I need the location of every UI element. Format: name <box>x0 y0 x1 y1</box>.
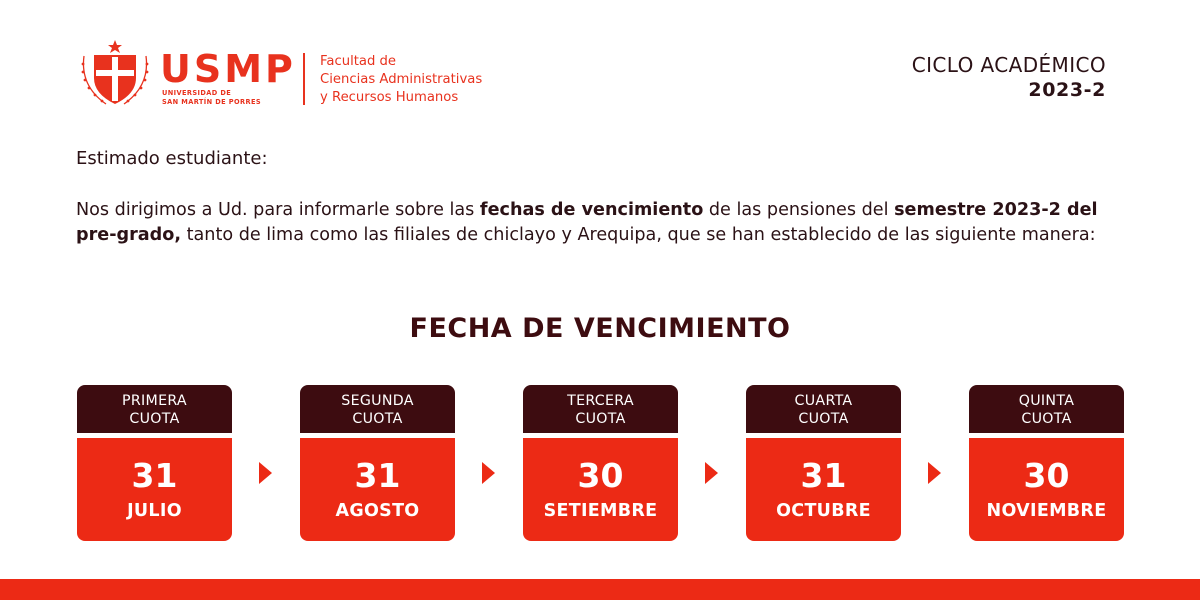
para-bold-2: semestre 2023-2 del pre-grado, <box>76 200 1098 245</box>
intro-paragraph <box>76 198 1136 248</box>
cuota-day: 31 <box>354 456 401 495</box>
cuota-card-3 <box>523 385 678 541</box>
cuota-ordinal: SEGUNDA <box>341 393 414 409</box>
cuota-date <box>77 438 232 541</box>
para-text-3: tanto de lima como las filiales de chiclayo y Arequipa, que se han establecido de las siguiente manera: <box>181 225 1096 245</box>
header-divider <box>303 53 305 105</box>
cuota-month: SETIEMBRE <box>543 501 658 521</box>
cuota-day: 30 <box>1023 456 1070 495</box>
triangle-right-icon <box>928 462 941 484</box>
ciclo-label: CICLO ACADÉMICO <box>911 53 1106 77</box>
cuota-ordinal: TERCERA <box>567 393 634 409</box>
cuota-date <box>969 438 1124 541</box>
cuota-ordinal: CUARTA <box>794 393 853 409</box>
triangle-right-icon <box>259 462 272 484</box>
cuota-label: CUOTA <box>129 411 180 427</box>
cuota-label: CUOTA <box>352 411 403 427</box>
faculty-line-3: y Recursos Humanos <box>320 90 459 105</box>
cuota-month: JULIO <box>127 501 182 521</box>
cuota-header <box>77 385 232 433</box>
cuota-ordinal: QUINTA <box>1018 393 1075 409</box>
cuota-day: 31 <box>131 456 178 495</box>
bottom-bar <box>0 579 1200 600</box>
cuota-card-2 <box>300 385 455 541</box>
cuota-card-4 <box>746 385 901 541</box>
triangle-right-icon <box>482 462 495 484</box>
university-name <box>162 89 261 106</box>
ciclo-academico <box>912 53 1106 103</box>
university-line-1: UNIVERSIDAD DE <box>162 89 232 97</box>
university-line-2: SAN MARTÍN DE PORRES <box>162 97 261 106</box>
cuota-label: CUOTA <box>798 411 849 427</box>
greeting: Estimado estudiante: <box>76 148 268 169</box>
cuota-month: OCTUBRE <box>776 501 871 521</box>
usmp-logo-icon <box>76 38 154 110</box>
cuota-month: AGOSTO <box>335 501 420 521</box>
cuota-card-1 <box>77 385 232 541</box>
faculty-line-2: Ciencias Administrativas <box>320 72 483 87</box>
para-bold-1: fechas de vencimiento <box>479 200 704 220</box>
triangle-right-icon <box>705 462 718 484</box>
cuota-header <box>300 385 455 433</box>
cuota-date <box>746 438 901 541</box>
faculty-line-1: Facultad de <box>320 54 397 69</box>
section-title: FECHA DE VENCIMIENTO <box>409 313 791 344</box>
cuota-ordinal: PRIMERA <box>122 393 187 409</box>
cuota-label: CUOTA <box>575 411 626 427</box>
ciclo-value: 2023-2 <box>1028 79 1106 101</box>
cuota-month: NOVIEMBRE <box>986 501 1107 521</box>
cuota-date <box>523 438 678 541</box>
cuota-day: 30 <box>577 456 624 495</box>
cuota-header <box>746 385 901 433</box>
cuota-label: CUOTA <box>1021 411 1072 427</box>
para-text-1: Nos dirigimos a Ud. para informarle sobre las <box>76 200 480 220</box>
cuota-date <box>300 438 455 541</box>
cuota-day: 31 <box>800 456 847 495</box>
cuota-card-5 <box>969 385 1124 541</box>
para-text-2: de las pensiones del <box>703 200 895 220</box>
usmp-wordmark: USMP <box>160 47 296 91</box>
faculty-name <box>320 53 482 107</box>
cuota-header <box>969 385 1124 433</box>
cuota-header <box>523 385 678 433</box>
